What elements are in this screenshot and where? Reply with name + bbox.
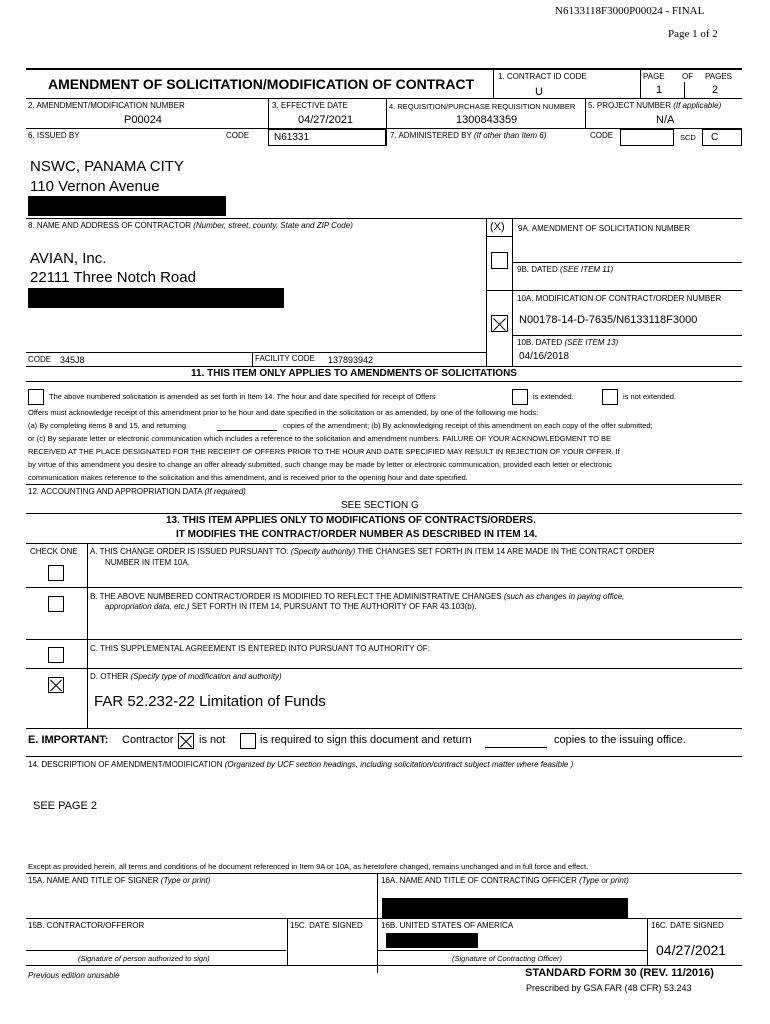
- issuer-name: NSWC, PANAMA CITY: [30, 158, 184, 175]
- item11-line5: RECEIVED AT THE PLACE DESIGNATED FOR THE RECEIPT OF OFFERS PRIOR TO THE HOUR AND DATE SPECIFIED MAY RESULT IN REJECTION OF YOUR OFFER. If: [28, 447, 620, 456]
- item13-heading2: IT MODIFIES THE CONTRACT/ORDER NUMBER AS DESCRIBED IN ITEM 14.: [176, 529, 538, 540]
- item11-line2: Offers must acknowledge receipt of this amendment prior to he hour and date specified in the solicitation or as amended, by one of the following me hods:: [28, 408, 539, 417]
- item14-note: (Organized by UCF section headings, including solicitation/contract subject matter where feasible ): [224, 760, 574, 769]
- item13-b-note: (such as changes in paying office,: [503, 592, 625, 601]
- is-required-label: is required to sign this document and return: [260, 734, 472, 746]
- co-name-redaction: [382, 898, 628, 918]
- item10a-label: 10A. MODIFICATION OF CONTRACT/ORDER NUMBER: [517, 294, 722, 303]
- extended-label: is extended.: [533, 392, 574, 401]
- item10b-label: 10B. DATED: [517, 338, 563, 347]
- item9-checkbox[interactable]: [491, 252, 508, 269]
- contractor-code: 345J8: [60, 355, 85, 365]
- contractor-label: 8. NAME AND ADDRESS OF CONTRACTOR: [28, 221, 191, 230]
- item13-a-text1: A. THIS CHANGE ORDER IS ISSUED PURSUANT TO:: [90, 547, 289, 556]
- scd-box: [702, 129, 742, 146]
- contractor-code-label: CODE: [28, 355, 52, 364]
- item13-d-label: D. OTHER: [90, 672, 129, 681]
- page-info: Page 1 of 2: [668, 28, 718, 40]
- eff-date-label: 3. EFFECTIVE DATE: [272, 101, 348, 110]
- item13-a-text3: NUMBER IN ITEM 10A.: [105, 558, 190, 567]
- item13-d-note: (Specify type of modification and authority): [130, 672, 282, 681]
- item11-line3b: copies of the amendment; (b) By acknowledging receipt of this amendment on each copy of the offer submitted;: [283, 421, 653, 430]
- item14-label: 14. DESCRIPTION OF AMENDMENT/MODIFICATION: [28, 760, 223, 769]
- item11-line4: or (c) By separate letter or electronic communication which includes a reference to the solicitation and amendment numbers. FAILURE OF YOUR ACKNOWLEDGMENT TO BE: [28, 434, 612, 443]
- copies-blank[interactable]: [217, 430, 277, 431]
- not-extended-label: is not extended.: [623, 392, 676, 401]
- form-top-border: [26, 68, 742, 70]
- admin-by-label: 7. ADMINISTERED BY: [390, 131, 472, 140]
- item12-value: SEE SECTION G: [341, 500, 419, 511]
- scd-label: SCD: [680, 133, 696, 142]
- project-no-note: (If applicable): [673, 101, 722, 110]
- item9b-note: (SEE ITEM 11): [559, 265, 614, 274]
- project-no-label: 5. PROJECT NUMBER: [588, 101, 671, 110]
- item15b-label: 15B. CONTRACTOR/OFFEROR: [28, 921, 145, 930]
- item16b-label: 16B. UNITED STATES OF AMERICA: [381, 921, 514, 930]
- item13-d-checkbox-checked[interactable]: [48, 677, 64, 693]
- contract-id-label: 1. CONTRACT ID CODE: [498, 72, 587, 81]
- item9b-label: 9B. DATED: [517, 265, 558, 274]
- item12-label: 12. ACCOUNTING AND APPROPRIATION DATA: [28, 487, 203, 496]
- pages-label: PAGES: [705, 72, 732, 81]
- facility-code: 137893942: [328, 355, 374, 365]
- item13-heading1: 13. THIS ITEM APPLIES ONLY TO MODIFICATIONS OF CONTRACTS/ORDERS.: [166, 515, 536, 526]
- page-label: PAGE: [643, 72, 665, 81]
- item10a-value: N00178-14-D-7635/N6133118F3000: [519, 314, 698, 326]
- form-title: AMENDMENT OF SOLICITATION/MODIFICATION OF CONTRACT: [48, 76, 475, 92]
- co-signature-note: (Signature of Contracting Officer): [452, 954, 563, 963]
- item13-a-note: (Specify authority): [290, 547, 356, 556]
- total-pages: 2: [712, 84, 719, 96]
- issued-by-label: 6. ISSUED BY: [28, 131, 80, 140]
- admin-by-code-box: [620, 129, 674, 146]
- issuer-address: 110 Vernon Avenue: [30, 178, 160, 195]
- item15c-label: 15C. DATE SIGNED: [290, 921, 363, 930]
- copies-count-blank[interactable]: [485, 747, 547, 748]
- document-id: N6133118F3000P00024 - FINAL: [555, 5, 705, 17]
- previous-edition-note: Previous edition unusable: [28, 971, 120, 980]
- scd-value: C: [711, 132, 719, 143]
- item14-value: SEE PAGE 2: [33, 800, 97, 812]
- contractor-text: Contractor: [122, 734, 174, 746]
- contractor-address-redaction: [28, 288, 284, 308]
- item13-c-checkbox[interactable]: [48, 647, 64, 663]
- contractor-name: AVIAN, Inc.: [30, 250, 107, 267]
- copies-label: copies to the issuing office.: [554, 734, 686, 746]
- admin-by-code-label: CODE: [590, 131, 614, 140]
- contractor-note: (Number, street, county, State and ZIP Code): [193, 221, 353, 230]
- item13-b-text2: appropriation data, etc.): [105, 602, 190, 611]
- is-not-label: is not: [199, 734, 226, 746]
- check-one-label: CHECK ONE: [30, 547, 78, 556]
- prescribed-by: Prescribed by GSA FAR (48 CFR) 53.243: [526, 983, 692, 993]
- amend-no-label: 2. AMENDMENT/MODIFICATION NUMBER: [28, 101, 185, 110]
- issued-by-code: N61331: [274, 132, 310, 143]
- item10-checkbox-checked[interactable]: [491, 315, 508, 332]
- item11-line6: by virtue of this amendment you desire to change an offer already submitted, such change may be made by letter or electronic communication, provided each letter or electronic: [28, 460, 612, 469]
- item13-b-checkbox[interactable]: [48, 596, 64, 612]
- item13-c-text: C. THIS SUPPLEMENTAL AGREEMENT IS ENTERED INTO PURSUANT TO AUTHORITY OF:: [90, 644, 430, 653]
- req-no-value: 1300843359: [456, 114, 518, 126]
- item13-b-text3: SET FORTH IN ITEM 14, PURSUANT TO THE AUTHORITY OF FAR 43.103(b).: [191, 602, 477, 611]
- item12-note: (If required): [204, 487, 246, 496]
- contract-id-value: U: [535, 86, 543, 98]
- item15a-note: (Type or print): [160, 876, 211, 885]
- co-signature-redaction: [386, 933, 478, 948]
- item11-line1: The above numbered solicitation is amended as set forth in Item 14. The hour and date specified for receipt of Offers: [49, 392, 436, 401]
- important-label: E. IMPORTANT:: [28, 734, 109, 746]
- page-number: 1: [656, 84, 663, 96]
- issuer-address-redaction: [28, 196, 226, 216]
- is-not-checkbox-checked[interactable]: [178, 733, 194, 749]
- item16c-value: 04/27/2021: [656, 942, 727, 958]
- item13-a-checkbox[interactable]: [48, 565, 64, 581]
- extended-checkbox[interactable]: [512, 389, 528, 405]
- amend-no-value: P00024: [124, 114, 162, 126]
- item16a-note: (Type or print): [579, 876, 629, 885]
- issued-by-code-label: CODE: [226, 131, 250, 140]
- item11-heading: 11. THIS ITEM ONLY APPLIES TO AMENDMENTS OF SOLICITATIONS: [191, 368, 517, 379]
- item10b-value: 04/16/2018: [519, 351, 570, 362]
- except-clause: Except as provided herein, all terms and conditions of he document referenced in Item 9A or 10A, as heretofore changed, remains unchanged and in full force and effect.: [28, 862, 589, 871]
- item13-d-value: FAR 52.232-22 Limitation of Funds: [94, 693, 326, 710]
- item11-line7: communication makes reference to the solicitation and this amendment, and is received prior to the opening hour and date specified.: [28, 473, 468, 482]
- standard-form-label: STANDARD FORM 30 (REV. 11/2016): [525, 967, 714, 979]
- item16a-label: 16A. NAME AND TITLE OF CONTRACTING OFFICER: [381, 876, 577, 885]
- item15a-label: 15A. NAME AND TITLE OF SIGNER: [28, 876, 159, 885]
- req-no-label: 4. REQUISITION/PURCHASE REQUISITION NUMBER: [389, 102, 576, 111]
- x-column-header: (X): [490, 221, 505, 233]
- item16c-label: 16C. DATE SIGNED: [651, 921, 724, 930]
- eff-date-value: 04/27/2021: [298, 114, 354, 126]
- item13-a-text2: THE CHANGES SET FORTH IN ITEM 14 ARE MADE IN THE CONTRACT ORDER: [357, 547, 655, 556]
- item11-line3a: (a) By completing items 8 and 15, and returning: [28, 421, 187, 430]
- item9a-label: 9A. AMENDMENT OF SOLICITATION NUMBER: [518, 224, 691, 233]
- admin-by-note: (If other than Item 6): [473, 131, 547, 140]
- not-extended-checkbox[interactable]: [602, 389, 618, 405]
- item10b-note: (SEE ITEM 13): [564, 338, 619, 347]
- is-required-checkbox[interactable]: [240, 733, 256, 749]
- contractor-street: 22111 Three Notch Road: [30, 269, 196, 286]
- facility-code-label: FACILITY CODE: [255, 354, 315, 363]
- contractor-signature-note: (Signature of person authorized to sign): [78, 954, 210, 963]
- item13-b-text1: B. THE ABOVE NUMBERED CONTRACT/ORDER IS MODIFIED TO REFLECT THE ADMINISTRATIVE CHANGES: [90, 592, 502, 601]
- item11-checkbox[interactable]: [28, 389, 44, 405]
- project-no-value: N/A: [656, 114, 675, 126]
- of-label: OF: [682, 72, 694, 81]
